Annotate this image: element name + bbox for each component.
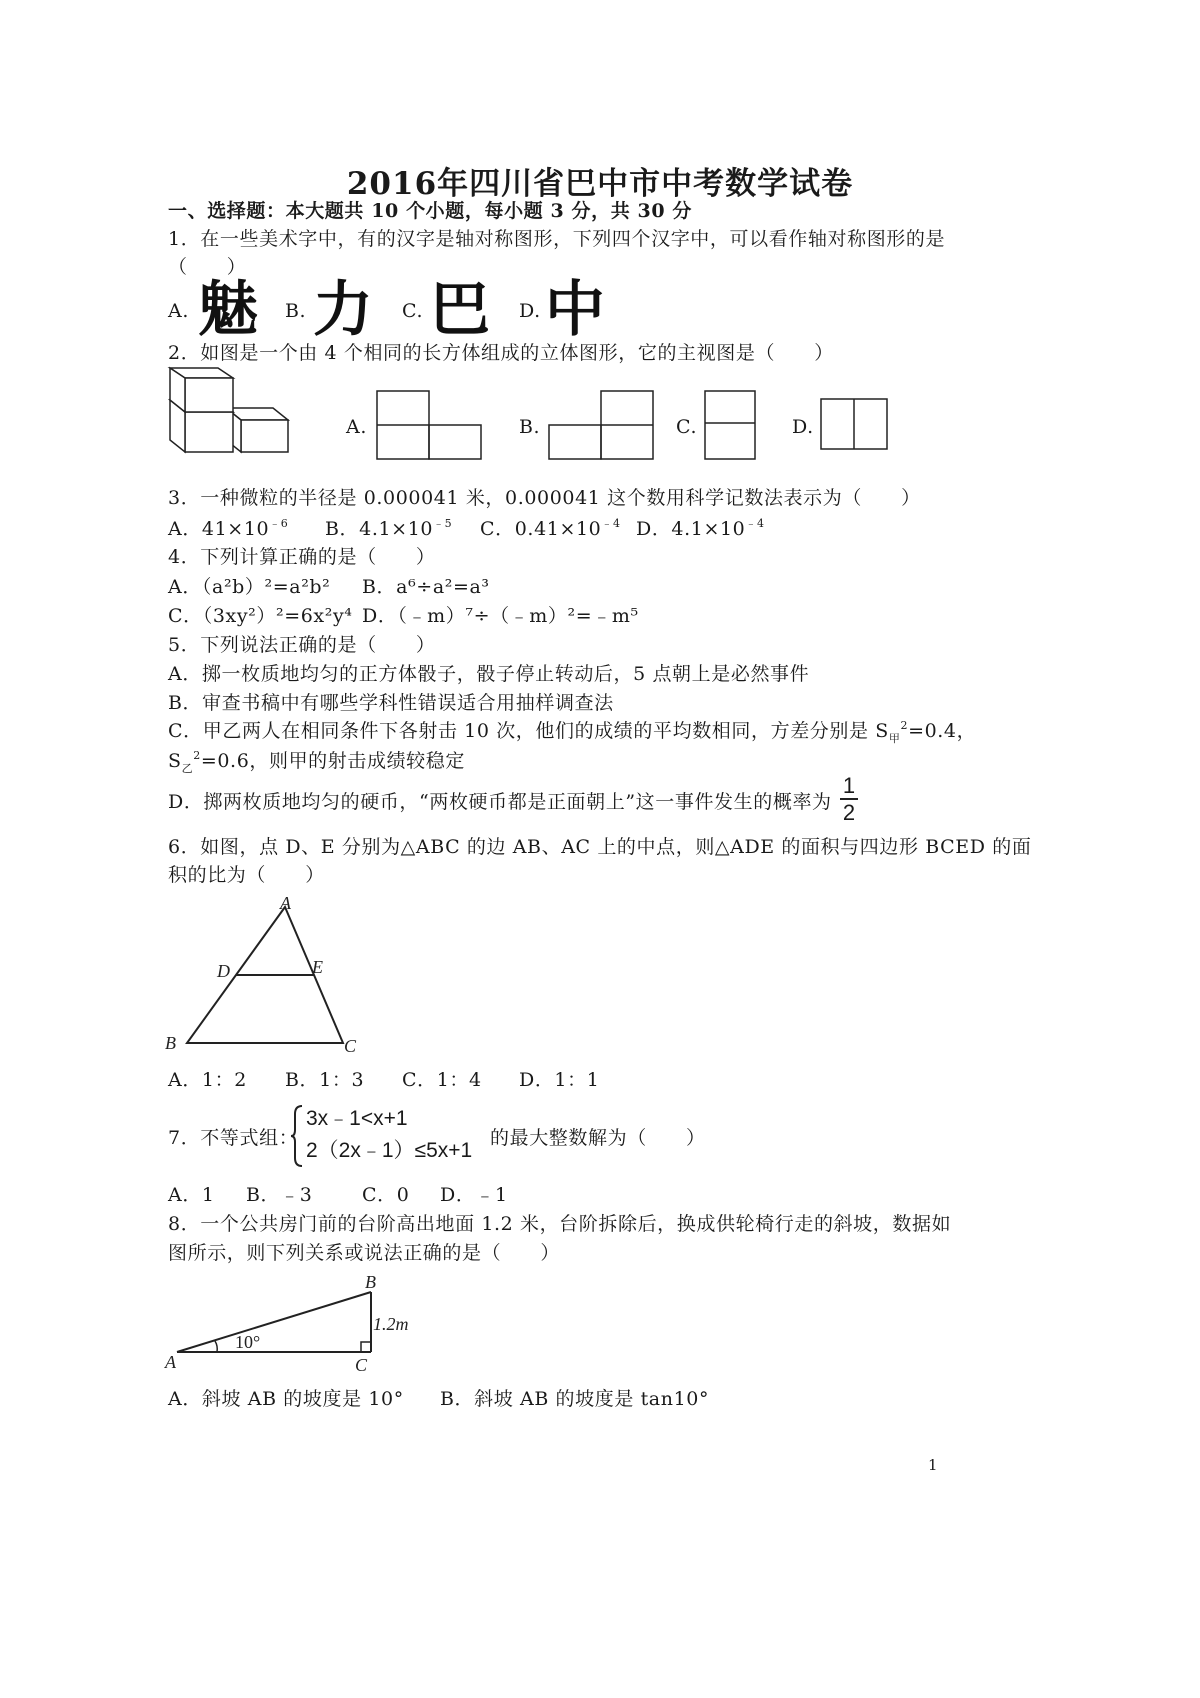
q3-option-b: B．$4.1\times 10^{﹣5}$ xyxy=(325,516,453,540)
label-B: B xyxy=(165,1033,176,1053)
q2-stem: 2．如图是一个由 4 个相同的长方体组成的立体图形，它的主视图是（ ） xyxy=(168,342,834,364)
q6-option-a: A．1：2 xyxy=(168,1069,247,1091)
q8-stem-line1: 8．一个公共房门前的台阶高出地面 1.2 米，台阶拆除后，换成供轮椅行走的斜坡，数据如 xyxy=(168,1213,952,1235)
q2-option-d-label: D. xyxy=(792,416,814,438)
q6-option-c: C．1：4 xyxy=(402,1069,482,1091)
q6-option-b: B．1：3 xyxy=(285,1069,365,1091)
q2-option-b-label: B. xyxy=(519,416,541,438)
q4-option-c: C．（3xy²）²=6x²y⁴ xyxy=(168,605,353,627)
q7-head: 7．不等式组： xyxy=(168,1127,299,1149)
q1-paren: （ ） xyxy=(168,256,247,278)
q6-stem-line2: 积的比为（ ） xyxy=(168,864,325,886)
q1-option-c-char: 巴 xyxy=(430,275,490,345)
q1-option-b-label: B. xyxy=(285,300,307,322)
page-title: 2016年四川省巴中市中考数学试卷 xyxy=(346,166,854,202)
q7-option-c: C．0 xyxy=(362,1184,410,1206)
q1-option-d-label: D. xyxy=(519,300,541,322)
q2-solid-figure xyxy=(168,366,293,456)
q7-inequality-1: 3x﹣1<x+1 xyxy=(306,1107,408,1130)
q3-option-d: D．$4.1\times 10^{﹣4}$ xyxy=(636,516,765,540)
q1-option-c-label: C. xyxy=(402,300,424,322)
q7-inequality-2: 2（2x﹣1）≤5x+1 xyxy=(306,1139,473,1162)
label-A: A xyxy=(165,1352,176,1372)
q5-option-a: A．掷一枚质地均匀的正方体骰子，骰子停止转动后，5 点朝上是必然事件 xyxy=(168,663,810,685)
q1-option-b-char: 力 xyxy=(313,275,373,345)
q5-option-d: D．掷两枚质地均匀的硬币，“两枚硬币都是正面朝上”这一事件发生的概率为 xyxy=(168,791,832,813)
q2-option-b-figure xyxy=(548,390,654,460)
q5-fraction-denominator: 2 xyxy=(842,800,856,825)
q5-option-c-line2: $S_乙^2=0.6$，则甲的射击成绩较稳定 xyxy=(168,748,465,775)
q5-option-c-line1: C．甲乙两人在相同条件下各射击 10 次，他们的成绩的平均数相同，方差分别是 $S_甲^2=0.4$， xyxy=(168,718,977,745)
q4-option-b: B．a⁶÷a²=a³ xyxy=(362,576,490,598)
q8-slope-figure xyxy=(165,1272,415,1375)
q2-option-c-figure xyxy=(704,390,756,460)
q5-option-b: B．审查书稿中有哪些学科性错误适合用抽样调查法 xyxy=(168,692,614,714)
q3-option-a: A．$41\times 10^{﹣6}$ xyxy=(168,516,289,540)
q6-triangle-figure xyxy=(165,895,365,1060)
q3-stem: 3．一种微粒的半径是 0.000041 米，0.000041 这个数用科学记数法表示为（ ） xyxy=(168,487,921,509)
q6-option-d: D．1：1 xyxy=(519,1069,600,1091)
height-label: 1.2m xyxy=(373,1314,409,1334)
q1-option-a-label: A. xyxy=(168,300,189,322)
q7-option-a: A．1 xyxy=(168,1184,215,1206)
section-heading: 一、选择题：本大题共 10 个小题，每小题 3 分，共 30 分 xyxy=(168,200,692,222)
q4-option-a: A．（a²b）²=a²b² xyxy=(168,576,331,598)
q2-option-a-label: A. xyxy=(346,416,367,438)
q7-brace xyxy=(290,1104,304,1168)
q8-option-a: A．斜坡 AB 的坡度是 10° xyxy=(168,1388,404,1410)
q7-option-b: B．﹣3 xyxy=(246,1184,313,1206)
q2-option-d-figure xyxy=(820,398,888,450)
q2-option-c-label: C. xyxy=(676,416,698,438)
label-B: B xyxy=(365,1272,376,1292)
label-C: C xyxy=(355,1355,368,1375)
q3-option-c: C．$0.41\times 10^{﹣4}$ xyxy=(480,516,621,540)
q7-tail: 的最大整数解为（ ） xyxy=(490,1127,706,1149)
q1-option-d-char: 中 xyxy=(545,275,605,345)
label-D: D xyxy=(217,961,230,981)
q5-fraction-numerator: 1 xyxy=(842,773,856,798)
q8-option-b: B．斜坡 AB 的坡度是 tan10° xyxy=(440,1388,710,1410)
label-A: A xyxy=(280,893,291,913)
q5-stem: 5．下列说法正确的是（ ） xyxy=(168,634,436,656)
q6-stem-line1: 6．如图，点 D、E 分别为△ABC 的边 AB、AC 上的中点，则△ADE 的面积与四边形 BCED 的面 xyxy=(168,836,1032,858)
q1-stem: 1．在一些美术字中，有的汉字是轴对称图形，下列四个汉字中，可以看作轴对称图形的是 xyxy=(168,228,946,250)
q1-option-a-char: 魅 xyxy=(198,275,258,345)
q7-option-d: D．﹣1 xyxy=(440,1184,508,1206)
q8-stem-line2: 图所示，则下列关系或说法正确的是（ ） xyxy=(168,1242,561,1264)
page-number: 1 xyxy=(928,1456,939,1474)
q4-option-d: D．（﹣m）⁷÷（﹣m）²=﹣m⁵ xyxy=(362,605,639,627)
label-E: E xyxy=(312,957,323,977)
angle-label: 10° xyxy=(235,1332,261,1352)
q4-stem: 4．下列计算正确的是（ ） xyxy=(168,546,436,568)
label-C: C xyxy=(344,1036,357,1056)
q2-option-a-figure xyxy=(376,390,482,460)
